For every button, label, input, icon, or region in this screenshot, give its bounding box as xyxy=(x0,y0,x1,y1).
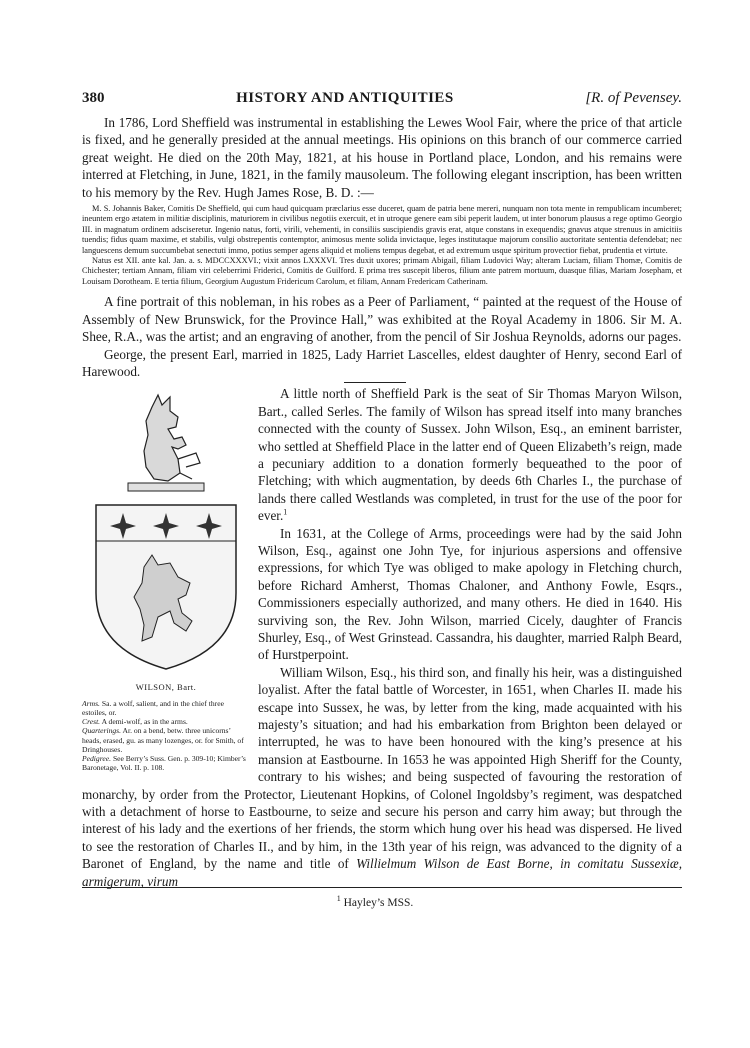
arms-text: Sa. a wolf, salient, and in the chief three estoiles, or. xyxy=(82,698,224,717)
footnote-rule xyxy=(82,887,682,888)
page-number: 380 xyxy=(82,90,105,106)
paragraph-college-of-arms: In 1631, at the College of Arms, proceedings were had by the said John Wilson, Esq., against one John Tye, for injurious aspersions and offensive expressions, for which Tye was obliged to make apology in Fletching church, before Richard Amherst, Thomas Chaloner, and Anthony Fowle, Esqrs., Commissioners especially authorized, and many others. He died in 1640. His surviving son, the Rev. John Wilson, married Cicely, daughter of Francis Shurley, Esq., of West Grinstead. Cassandra, his daughter, married Ralph Beard, of Hurstperpoint. xyxy=(258,525,682,663)
demi-wolf-crest-icon xyxy=(144,395,200,481)
latin-inscription-main: M. S. Johannis Baker, Comitis De Sheffield, qui cum haud quicquam præclarius esse duceret, quam de patria bene mereri, nunquam non tota mente in rempublicam incumberet; ineuntem ergo ætatem in militiæ disciplinis, maturiorem in civilibus negotiis exercuit, et in utroque genere eam sibi peperit laudem, ut inter bonorum plausus a rege optimo Georgio III. in magnatum ordinem adsciseretur. Ingenio natus, forti, virili, vehementi, in consiliis suscipiendis gravis erat, atque constans in exequendis; gnavus atque strenuus in amicitiis tuendis; fidus quam maxime, et stabilis, vulgi obstrepentis contemptor, animosus mente solida invictaque, leges institutaque majorum consilio auctoritate sententia defendebat; nec languescens demum succumbebat senectuti immo, potius semper agens aliquid et moliens tempus degebat, et ad extremum usque spiritum provectior fiebat, prudentia et virtute. xyxy=(82,204,682,255)
arms-label: Arms. xyxy=(82,698,100,708)
paragraph-william-wilson-latin: Willielmum Wilson de East Borne, in comitatu Sussexiæ, armigerum, virum xyxy=(82,856,683,889)
latin-inscription xyxy=(82,204,682,287)
page-body xyxy=(82,114,682,890)
latin-inscription-birth: Natus est XII. ante kal. Jan. a. s. MDCCXXXVI.; vixit annos LXXXVI. Tres duxit uxores; primam Abigail, filiam Ludovici Way; alteram Luciam, filiam Thomæ, Comitis de Chichester; tertiam Annam, filiam viri celeberrimi Friderici, Comitis de Guilford. E prima tres suscepit liberos, filium ante patrem mortuum, duasque filias, Mariam Josepham, et Louisam Dorotheam. E tertia filium, Georgium Augustum Fridericum Carolum, et filiam, Annam Fredericam Catherinam. xyxy=(82,256,682,286)
wilson-section xyxy=(82,385,682,890)
section-divider xyxy=(344,382,406,383)
paragraph-present-earl: George, the present Earl, married in 1825, Lady Harriet Lascelles, eldest daughter of Henry, second Earl of Harewood. xyxy=(82,346,682,379)
section-label: [R. of Pevensey. xyxy=(585,90,682,106)
wilson-arms-engraving xyxy=(82,387,250,675)
arms-caption xyxy=(82,699,250,773)
quarterings-label: Quarterings. xyxy=(82,726,122,736)
footnote-text: Hayley’s MSS. xyxy=(343,897,414,909)
running-header xyxy=(82,90,682,114)
paragraph-wool-fair: In 1786, Lord Sheffield was instrumental in establishing the Lewes Wool Fair, where the price of that article is fixed, and he generally presided at the annual meetings. His opinions on this branch of our commerce carried great weight. He died on the 20th May, 1821, at his house in Portland place, London, and his remains were interred at Fletching, in June, 1821, in the family mausoleum. The following elegant inscription, has been written to his memory by the Rev. Hugh James Rose, B. D. :— xyxy=(82,115,682,200)
paragraph-portrait: A fine portrait of this nobleman, in his robes as a Peer of Parliament, “ painted at the request of the House of Assembly of New Brunswick, for the Province Hall,” was exhibited at the Royal Academy in 1806. Sir M. A. Shee, R.A., was the artist; and an engraving of another, from the pencil of Sir Joshua Reynolds, adorns our pages. xyxy=(82,294,682,345)
shield-icon xyxy=(96,505,236,669)
pedigree-text: See Berry’s Suss. Gen. p. 309-10; Kimber’s Baronetage, Vol. II. p. 108. xyxy=(82,753,246,773)
paragraph-serles-text: A little north of Sheffield Park is the seat of Sir Thomas Maryon Wilson, Bart., called Serles. The family of Wilson has spread itself into many branches connected with the county of Sussex. John Wilson, Esq., an eminent barrister, who settled at Sheffield Place in the latter end of Queen Elizabeth’s reign, made a pecuniary addition to a donation formerly bequeathed to the poor of Fletching; with which augmentation, by deeds 6th Charles I., the purchase of lands there called Westlands was completed, in trust for the use of the poor for ever. xyxy=(258,386,682,524)
arms-caption-title: WILSON, Bart. xyxy=(135,682,197,693)
torse-icon xyxy=(128,483,204,491)
quarterings-text: Ar. on a bend, betw. three unicorns’ heads, erased, gu. as many lozenges, or. for Smith, of Dringhouses. xyxy=(82,726,244,754)
coat-of-arms-figure xyxy=(82,387,250,772)
footnote-marker: 1 xyxy=(336,894,341,904)
pedigree-label: Pedigree. xyxy=(82,753,112,763)
running-title: HISTORY AND ANTIQUITIES xyxy=(236,90,454,106)
footnote-ref: 1 xyxy=(283,507,288,517)
footnote xyxy=(0,894,750,909)
page xyxy=(82,90,682,890)
paragraph-william-wilson-text: William Wilson, Esq., his third son, and finally his heir, was a distinguished loyalist. After the fatal battle of Worcester, in 1651, when Charles II. made his escape into Sussex, he was, by letter from the king, made acquainted with his majesty’s situation; and had his embarkation from Brighton been delayed or interrupted, he was to have been honoured with the king’s presence at his mansion at Eastbourne. In 1653 he was appointed High Sheriff for the County, contrary to his wishes; and being suspected of favouring the restoration of monarchy, by order from the Protector, Lieutenant Hopkins, of Colonel Ingoldsby’s regiment, was despatched with a detachment of horse to Eastbourne, to seize and secure his person and carry him away; but through the interest of his lady and the exertions of her friends, the storm which hung over his head was dispersed. He lived to see the restoration of Charles II., and by him, in the 13th year of his reign, was advanced to the dignity of a Baronet of England, by the name and title of xyxy=(82,664,682,872)
crest-text: A demi-wolf, as in the arms. xyxy=(101,717,188,727)
crest-label: Crest. xyxy=(82,717,101,727)
